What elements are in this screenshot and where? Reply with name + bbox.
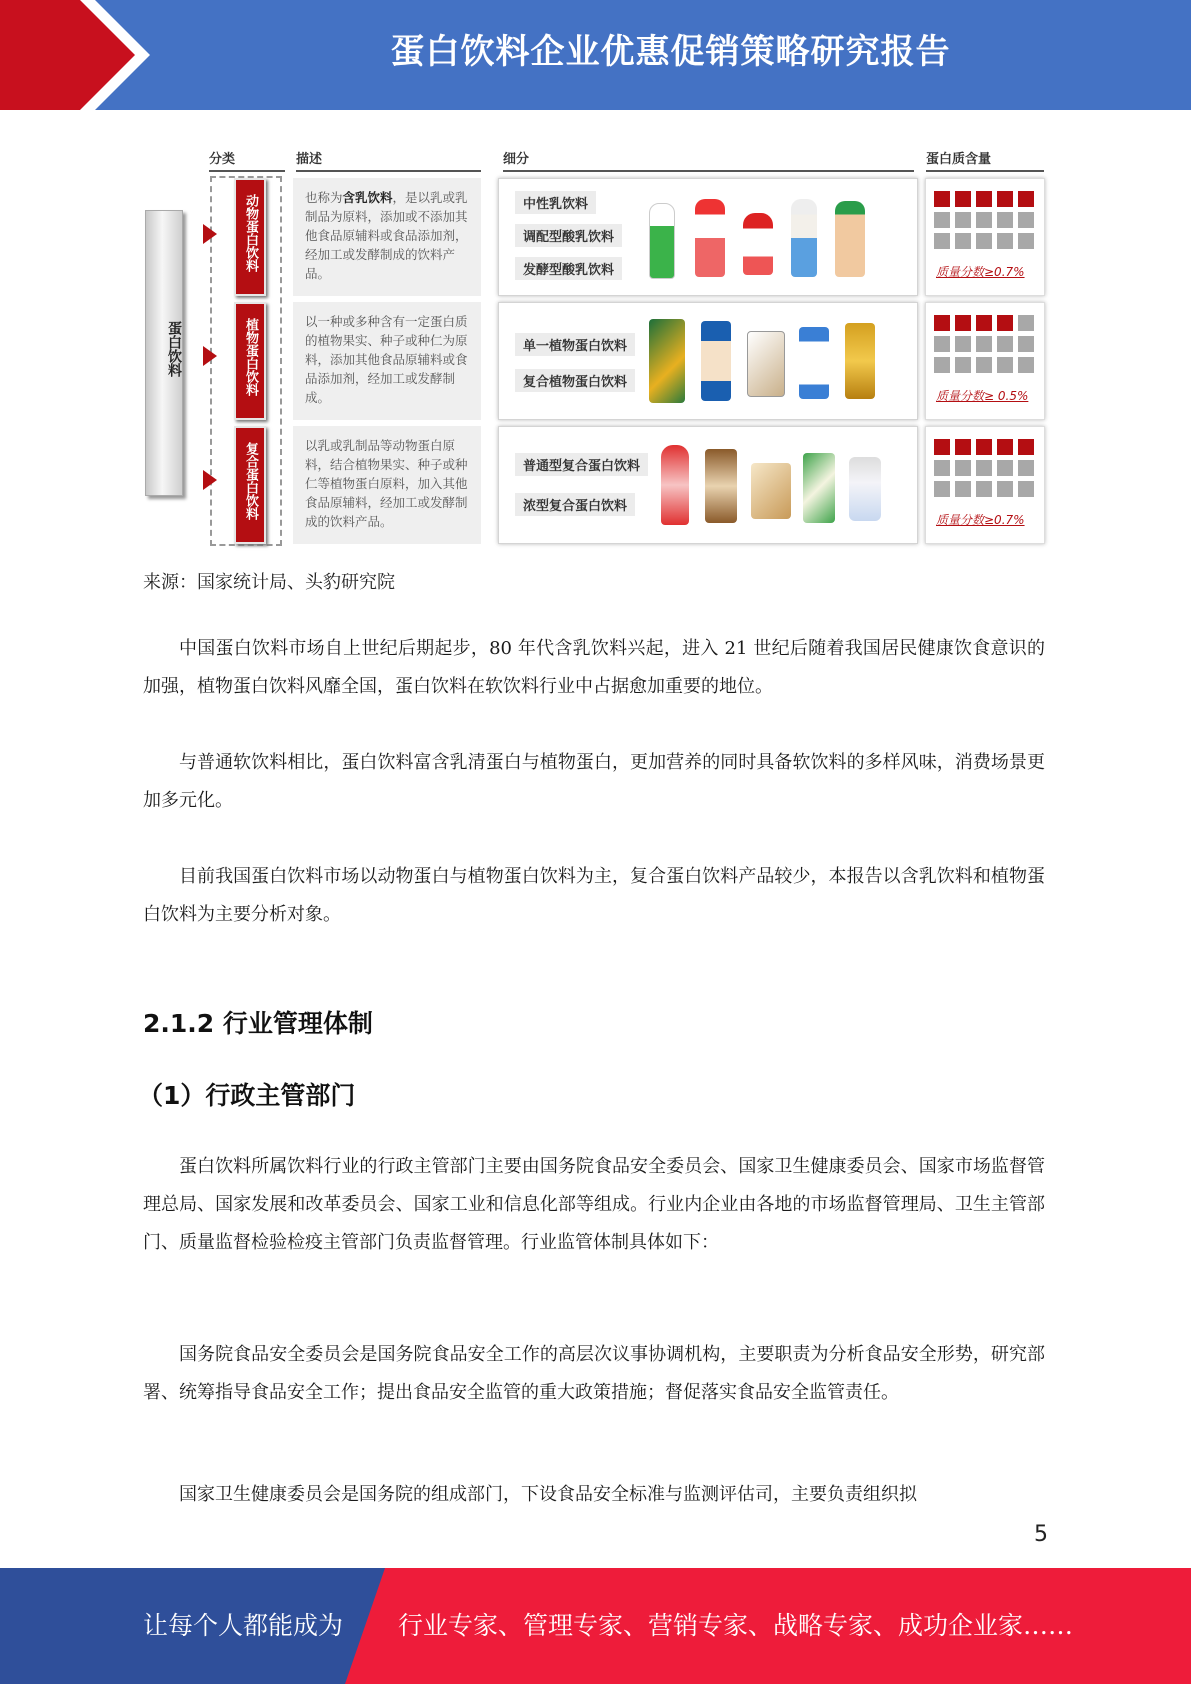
subtype-label: 普通型复合蛋白饮料	[515, 453, 648, 476]
col-head-category: 分类	[209, 148, 285, 172]
protein-square	[1018, 460, 1034, 476]
subtype-label: 单一植物蛋白饮料	[515, 333, 635, 356]
protein-square	[1018, 357, 1034, 373]
protein-square	[934, 460, 950, 476]
desc-text: 也称为	[305, 190, 343, 205]
header-red-chevron	[0, 0, 160, 110]
protein-square	[976, 460, 992, 476]
category-plant	[234, 302, 266, 420]
product-carton-icon	[751, 463, 791, 519]
protein-square	[955, 191, 971, 207]
footer-slogan-right: 行业专家、管理专家、营销专家、战略专家、成功企业家……	[398, 1611, 1074, 1640]
desc-bold: 含乳饮料	[342, 190, 393, 205]
protein-square	[976, 191, 992, 207]
col-head-subdivision: 细分	[503, 148, 914, 172]
protein-square	[997, 191, 1013, 207]
protein-square	[934, 191, 950, 207]
protein-square	[1018, 336, 1034, 352]
subdivision-animal	[498, 178, 918, 296]
subdivision-plant	[498, 302, 918, 420]
category-label: 植物蛋白饮料	[243, 318, 258, 396]
protein-drink-classification-figure	[143, 148, 1048, 553]
protein-label: 质量分数≥ 0.5%	[936, 389, 1029, 403]
protein-square	[934, 357, 950, 373]
protein-square	[976, 357, 992, 373]
section-heading: 2.1.2 行业管理体制	[143, 1009, 373, 1038]
subsection-heading: （1）行政主管部门	[138, 1081, 356, 1110]
desc-text: 以一种或多种含有一定蛋白质的植物果实、种子或种仁为原料，添加其他食品原辅料或食品添加剂，经加工或发酵制成。	[305, 314, 468, 405]
protein-square	[934, 439, 950, 455]
arrow-icon	[203, 470, 217, 490]
product-bottle-icon	[695, 199, 725, 277]
protein-square	[955, 336, 971, 352]
arrow-icon	[203, 224, 217, 244]
product-carton-icon	[747, 331, 785, 397]
product-can-icon	[701, 321, 731, 401]
description-compound	[293, 426, 481, 544]
product-bottle-icon	[791, 199, 817, 277]
page-footer	[0, 1568, 1191, 1684]
paragraph: 目前我国蛋白饮料市场以动物蛋白与植物蛋白饮料为主，复合蛋白饮料产品较少，本报告以含乳饮料和植物蛋白饮料为主要分析对象。	[143, 866, 1045, 925]
protein-square	[955, 439, 971, 455]
product-bottle-icon	[835, 201, 865, 277]
figure-source: 来源：国家统计局、头豹研究院	[143, 572, 395, 593]
protein-square	[955, 233, 971, 249]
protein-square	[955, 357, 971, 373]
protein-square	[1018, 212, 1034, 228]
page-number: 5	[1034, 1522, 1048, 1547]
subtype-label: 中性乳饮料	[515, 191, 596, 214]
page-header	[0, 0, 1191, 110]
protein-square	[934, 336, 950, 352]
desc-text: ，是以乳或乳制品为原料，添加或不添加其他食品原辅料或食品添加剂，经加工或发酵制成的饮料产品。	[305, 190, 468, 281]
paragraph: 蛋白饮料所属饮料行业的行政主管部门主要由国务院食品安全委员会、国家卫生健康委员会、国家市场监督管理总局、国家发展和改革委员会、国家工业和信息化部等组成。行业内企业由各地的市场监督管理局、卫生主管部门、质量监督检验检疫主管部门负责监督管理。行业监管体制具体如下：	[143, 1156, 1045, 1253]
protein-square	[955, 481, 971, 497]
protein-square	[934, 233, 950, 249]
product-can-icon	[849, 457, 881, 521]
protein-square	[955, 315, 971, 331]
product-bottle-icon	[649, 203, 675, 279]
subdivision-compound	[498, 426, 918, 544]
protein-square	[997, 336, 1013, 352]
product-carton-icon	[803, 453, 835, 523]
protein-content-plant	[925, 302, 1045, 420]
col-head-description: 描述	[296, 148, 481, 172]
category-compound	[234, 426, 266, 544]
protein-square	[955, 212, 971, 228]
protein-square	[997, 315, 1013, 331]
protein-content-compound	[925, 426, 1045, 544]
protein-square	[976, 315, 992, 331]
footer-slogan-left: 让每个人都能成为	[143, 1611, 344, 1640]
subtype-label: 复合植物蛋白饮料	[515, 369, 635, 392]
protein-square	[997, 439, 1013, 455]
product-bottle-icon	[661, 445, 689, 525]
subtype-label: 调配型酸乳饮料	[515, 224, 622, 247]
desc-text: 以乳或乳制品等动物蛋白原料，结合植物果实、种子或种仁等植物蛋白原料，加入其他食品原辅料，经加工或发酵制成的饮料产品。	[305, 438, 468, 529]
main-category-bar	[145, 210, 183, 496]
protein-square	[934, 481, 950, 497]
protein-square	[997, 212, 1013, 228]
protein-square	[1018, 439, 1034, 455]
product-can-icon	[799, 327, 829, 399]
category-animal	[234, 178, 266, 296]
protein-square	[976, 481, 992, 497]
main-category-label: 蛋白饮料	[166, 321, 182, 377]
protein-square	[976, 336, 992, 352]
category-label: 复合蛋白饮料	[243, 442, 258, 520]
paragraph: 国务院食品安全委员会是国务院食品安全工作的高层次议事协调机构，主要职责为分析食品安全形势，研究部署、统筹指导食品安全工作；提出食品安全监管的重大政策措施；督促落实食品安全监管责任。	[143, 1344, 1045, 1403]
description-animal	[293, 178, 481, 296]
protein-square	[976, 212, 992, 228]
description-plant	[293, 302, 481, 420]
protein-square	[976, 439, 992, 455]
arrow-icon	[203, 346, 217, 366]
protein-square	[997, 460, 1013, 476]
paragraph: 中国蛋白饮料市场自上世纪后期起步，80 年代含乳饮料兴起，进入 21 世纪后随着我国居民健康饮食意识的加强，植物蛋白饮料风靡全国，蛋白饮料在软饮料行业中占据愈加重要的地位。	[143, 638, 1045, 697]
report-title: 蛋白饮料企业优惠促销策略研究报告	[390, 32, 951, 72]
protein-square	[997, 357, 1013, 373]
paragraph: 与普通软饮料相比，蛋白饮料富含乳清蛋白与植物蛋白，更加营养的同时具备软饮料的多样风味，消费场景更加多元化。	[143, 752, 1045, 811]
protein-square	[997, 233, 1013, 249]
protein-content-animal	[925, 178, 1045, 296]
protein-square	[934, 212, 950, 228]
product-bottle-icon	[743, 213, 773, 275]
category-label: 动物蛋白饮料	[243, 194, 258, 272]
product-carton-icon	[705, 449, 737, 523]
col-head-protein: 蛋白质含量	[926, 148, 1044, 172]
protein-square	[934, 315, 950, 331]
protein-label: 质量分数≥0.7%	[936, 265, 1025, 279]
protein-square	[1018, 315, 1034, 331]
subtype-label: 发酵型酸乳饮料	[515, 257, 622, 280]
protein-label: 质量分数≥0.7%	[936, 513, 1025, 527]
paragraph: 国家卫生健康委员会是国务院的组成部门，下设食品安全标准与监测评估司，主要负责组织拟	[179, 1484, 917, 1505]
protein-square	[1018, 481, 1034, 497]
protein-square	[976, 233, 992, 249]
product-carton-icon	[649, 319, 685, 403]
protein-square	[1018, 233, 1034, 249]
product-can-icon	[845, 323, 875, 399]
protein-square	[1018, 191, 1034, 207]
protein-square	[955, 460, 971, 476]
subtype-label: 浓型复合蛋白饮料	[515, 493, 635, 516]
protein-square	[997, 481, 1013, 497]
